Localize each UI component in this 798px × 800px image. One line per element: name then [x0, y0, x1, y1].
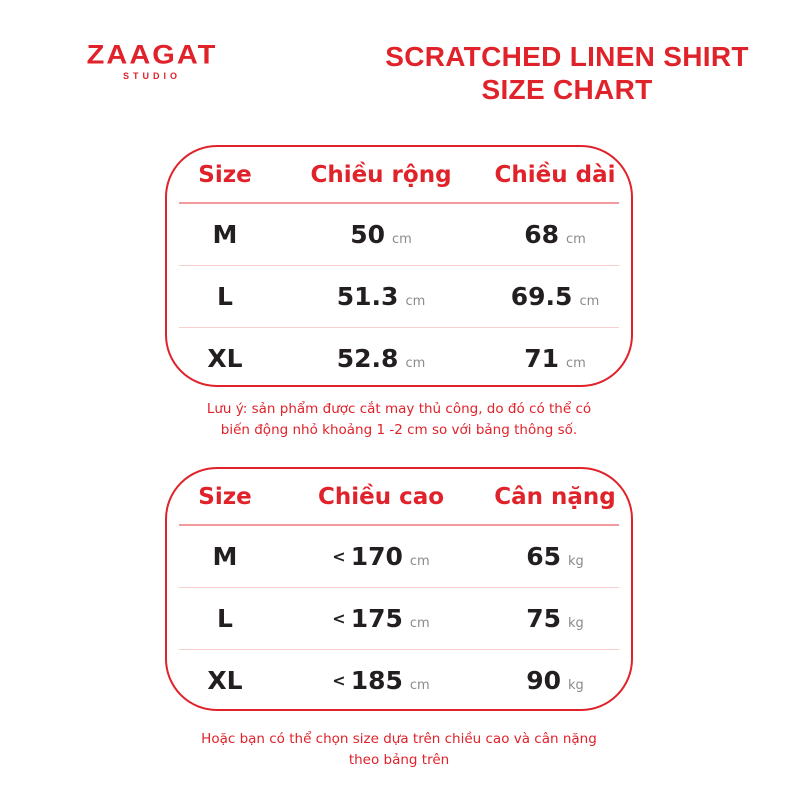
less-than-sign: <	[332, 671, 346, 690]
height-value	[271, 604, 491, 633]
table-row-m	[179, 526, 619, 588]
value-unit: cm	[409, 616, 430, 631]
length-value	[491, 282, 619, 311]
value-number: 50	[350, 220, 385, 249]
value-unit: cm	[565, 232, 586, 247]
brand-logo-text: ZAAGAT	[86, 40, 218, 70]
page-title-line1: SCRATCHED LINEN SHIRT	[385, 41, 749, 72]
column-header-width: Chiều rộng	[310, 161, 452, 188]
weight-value	[491, 604, 619, 633]
value-unit: cm	[565, 356, 586, 371]
value-unit: cm	[409, 554, 430, 569]
note-line1: Lưu ý: sản phẩm được cắt may thủ công, do đó có thể có	[206, 401, 592, 417]
body-table-note	[0, 729, 798, 771]
value-number: 52.8	[336, 344, 399, 373]
value-number: 75	[526, 604, 561, 633]
value-number: 175	[350, 604, 403, 633]
size-label: XL	[207, 344, 243, 373]
column-header-height: Chiều cao	[317, 483, 445, 510]
height-value	[271, 542, 491, 571]
value-unit: cm	[405, 356, 426, 371]
weight-value	[491, 666, 619, 695]
table-row-m	[179, 204, 619, 266]
width-value	[271, 344, 491, 373]
value-number: 51.3	[336, 282, 399, 311]
brand-logo	[70, 40, 234, 81]
length-value	[491, 344, 619, 373]
value-number: 71	[524, 344, 559, 373]
page-title	[378, 40, 756, 106]
value-unit: cm	[409, 678, 430, 693]
value-unit: kg	[568, 554, 584, 569]
width-value	[271, 282, 491, 311]
column-header-weight: Cân nặng	[494, 483, 616, 510]
less-than-sign: <	[332, 547, 346, 566]
column-header-length: Chiều dài	[494, 161, 616, 188]
value-unit: cm	[405, 294, 426, 309]
value-number: 68	[524, 220, 559, 249]
table-row-xl	[179, 650, 619, 711]
value-unit: cm	[579, 294, 600, 309]
value-unit: kg	[568, 616, 584, 631]
size-label: L	[217, 282, 233, 311]
note-line1: Hoặc bạn có thể chọn size dựa trên chiều cao và cân nặng	[201, 731, 597, 747]
size-label: M	[212, 542, 238, 571]
value-unit: cm	[391, 232, 412, 247]
brand-logo-subtitle: STUDIO	[122, 71, 181, 81]
column-header-size: Size	[198, 483, 252, 510]
width-value	[271, 220, 491, 249]
value-number: 65	[526, 542, 561, 571]
size-label: XL	[207, 666, 243, 695]
value-number: 185	[350, 666, 403, 695]
less-than-sign: <	[332, 609, 346, 628]
note-line2: biến động nhỏ khoảng 1 -2 cm so với bảng thông số.	[220, 422, 578, 438]
size-label: M	[212, 220, 238, 249]
height-value	[271, 666, 491, 695]
table-row-l	[179, 266, 619, 328]
table-row-xl	[179, 328, 619, 389]
note-line2: theo bảng trên	[348, 752, 450, 768]
value-number: 170	[350, 542, 403, 571]
value-number: 90	[526, 666, 561, 695]
garment-table-note	[0, 399, 798, 441]
table-row-l	[179, 588, 619, 650]
weight-value	[491, 542, 619, 571]
length-value	[491, 220, 619, 249]
value-unit: kg	[568, 678, 584, 693]
body-size-table	[165, 467, 633, 711]
page-title-line2: SIZE CHART	[481, 74, 653, 105]
value-number: 69.5	[510, 282, 573, 311]
size-label: L	[217, 604, 233, 633]
table-header-row	[179, 469, 619, 526]
column-header-size: Size	[198, 161, 252, 188]
table-header-row	[179, 147, 619, 204]
garment-size-table	[165, 145, 633, 387]
